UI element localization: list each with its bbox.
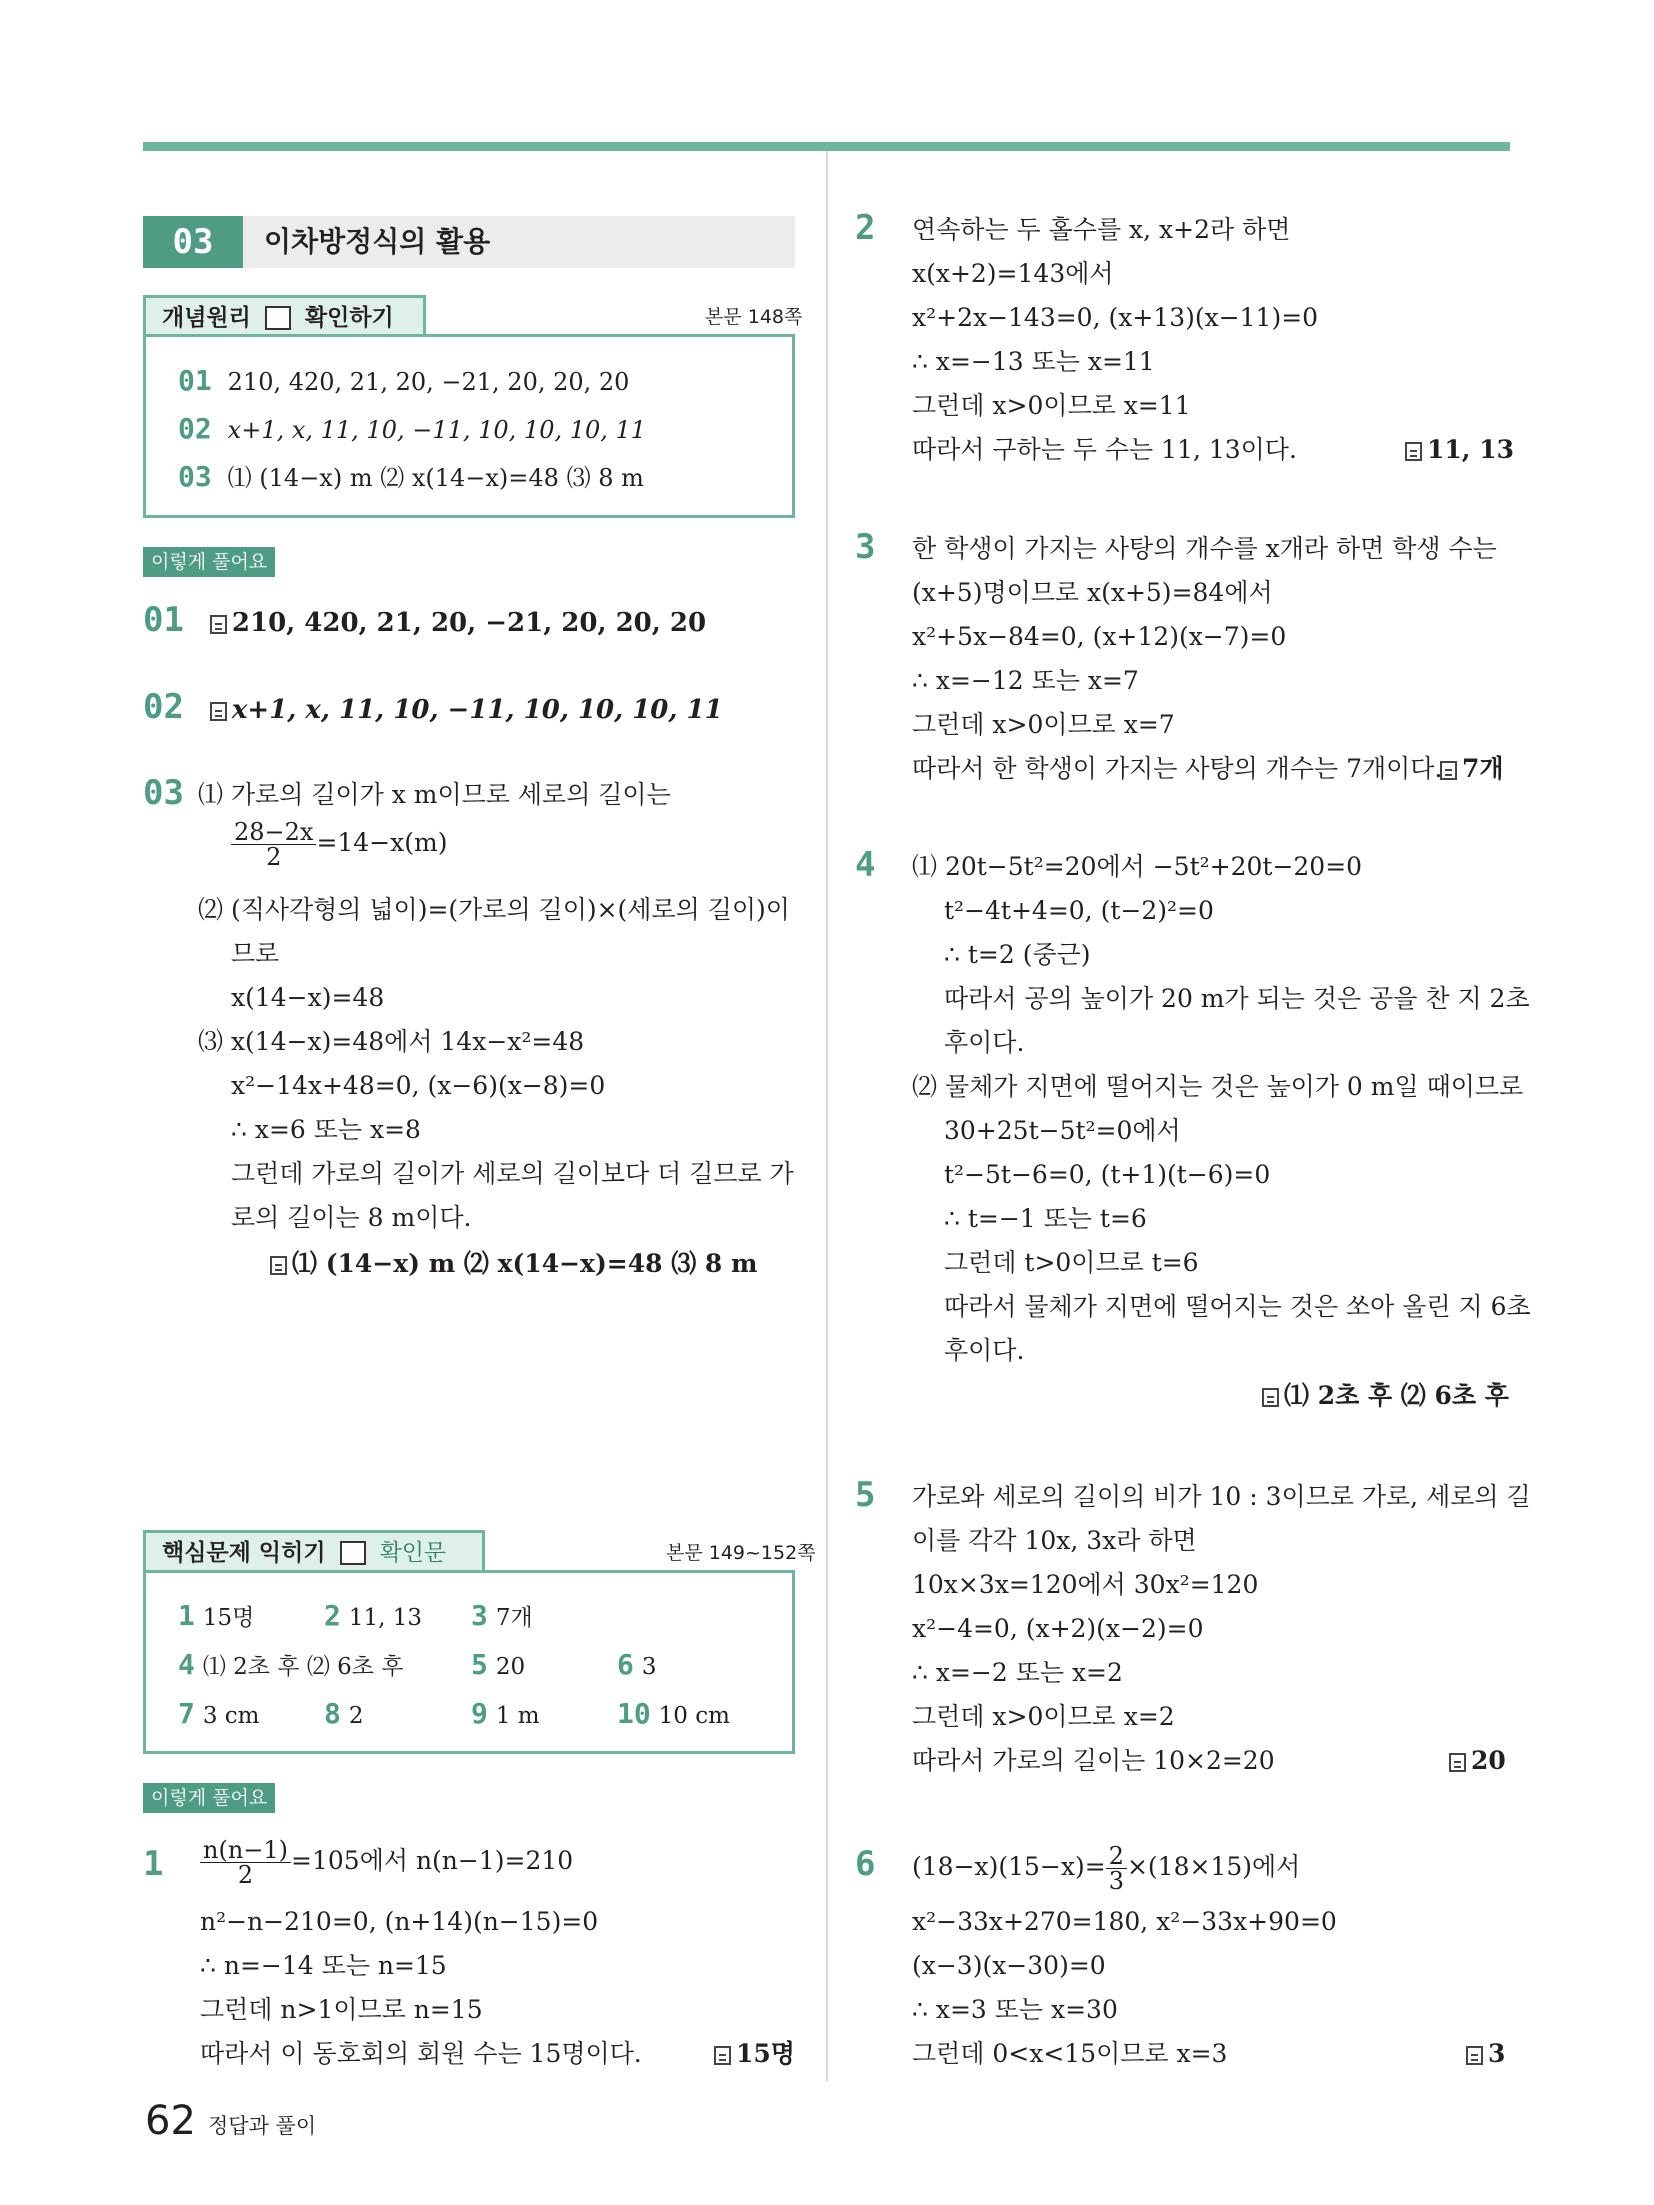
solution-number: 2: [855, 208, 876, 248]
s2-line: x(x+2)=143에서: [912, 259, 1114, 288]
core-item-text: 1 m: [495, 1703, 540, 1729]
s6-fraction-line: [912, 1844, 1300, 1893]
core-item-5: [471, 1648, 525, 1684]
core-item-text: ⑴ 2초 후 ⑵ 6초 후: [202, 1654, 404, 1680]
core-item-number: 9: [471, 1697, 488, 1730]
s1-line: 따라서 이 동호회의 회원 수는 15명이다.: [200, 2039, 642, 2068]
s1-eq-tail: =105에서 n(n−1)=210: [291, 1846, 574, 1875]
fraction-denominator: 2: [266, 843, 282, 871]
answer-icon: [1405, 442, 1422, 461]
concept-line-number: 03: [178, 460, 212, 493]
s03-line: x(14−x)=48: [231, 983, 385, 1012]
s03-line: ∴ x=6 또는 x=8: [231, 1115, 421, 1144]
s5-line: 10x×3x=120에서 30x²=120: [912, 1570, 1259, 1599]
s03-line: ⑴ 가로의 길이가 x m이므로 세로의 길이는: [198, 780, 671, 809]
solve-label: 이렇게 풀어요: [143, 547, 275, 577]
core-item-number: 4: [178, 1648, 195, 1681]
s4-answer: [1262, 1379, 1509, 1413]
s6-number-row: [855, 1844, 876, 1884]
solve-label-2: 이렇게 풀어요: [143, 1783, 275, 1813]
core-item-number: 6: [617, 1648, 634, 1681]
core-item-9: [471, 1697, 540, 1733]
solution-03-number-row: [143, 773, 184, 813]
core-item-number: 2: [324, 1599, 341, 1632]
core-item-4: [178, 1648, 404, 1684]
core-item-text: 3: [641, 1654, 657, 1680]
fraction-denominator: 3: [1108, 1867, 1124, 1895]
fraction-denominator: 2: [237, 1861, 254, 1889]
s4-line: t²−5t−6=0, (t+1)(t−6)=0: [944, 1160, 1271, 1189]
answer-icon: [1440, 761, 1457, 780]
s1-answer: [714, 2037, 795, 2071]
core-item-number: 8: [324, 1697, 341, 1730]
s03-fraction-line: [231, 820, 447, 869]
core-item-8: [324, 1697, 363, 1733]
s3-line: 한 학생이 가지는 사탕의 개수를 x개라 하면 학생 수는: [912, 534, 1497, 563]
concept-tab-label: 개념원리: [162, 305, 251, 331]
s2-line: 연속하는 두 홀수를 x, x+2라 하면: [912, 215, 1291, 244]
s6-eq-head: (18−x)(15−x)=: [912, 1852, 1106, 1881]
s6-line: 그런데 0<x<15이므로 x=3: [912, 2039, 1228, 2068]
core-item-10: [617, 1697, 730, 1733]
solution-number: 03: [143, 773, 184, 813]
s1-line: ∴ n=−14 또는 n=15: [200, 1951, 447, 1980]
answer-icon: [1449, 1753, 1466, 1772]
s03-line: x²−14x+48=0, (x−6)(x−8)=0: [231, 1071, 606, 1100]
solution-number: 3: [855, 527, 876, 567]
core-item-number: 3: [471, 1599, 488, 1632]
s4-line: 따라서 물체가 지면에 떨어지는 것은 쏘아 올린 지 6초: [944, 1292, 1531, 1321]
answer-text: 7개: [1462, 754, 1504, 783]
core-item-number: 10: [617, 1697, 651, 1730]
page-number: 62: [145, 2098, 196, 2144]
s3-line: (x+5)명이므로 x(x+5)=84에서: [912, 578, 1273, 607]
s5-line: 가로와 세로의 길이의 비가 10 : 3이므로 가로, 세로의 길: [912, 1482, 1531, 1511]
core-item-6: [617, 1648, 656, 1684]
s03-line: 므로: [231, 939, 280, 968]
core-item-text: 7개: [495, 1605, 533, 1631]
s4-line: 그런데 t>0이므로 t=6: [944, 1248, 1199, 1277]
section-title: 이차방정식의 활용: [264, 225, 491, 258]
s6-eq-tail: ×(18×15)에서: [1126, 1852, 1301, 1881]
concept-tab-label2: 확인하기: [304, 305, 394, 331]
fraction: [231, 820, 316, 869]
concept-line-03: [178, 460, 644, 495]
s4-line: 따라서 공의 높이가 20 m가 되는 것은 공을 찬 지 2초: [944, 984, 1530, 1013]
core-item-text: 2: [348, 1703, 364, 1729]
core-item-3: [471, 1599, 533, 1635]
s5-line: x²−4=0, (x+2)(x−2)=0: [912, 1614, 1204, 1643]
s6-line: x²−33x+270=180, x²−33x+90=0: [912, 1907, 1337, 1936]
answer-text: ⑴ 2초 후 ⑵ 6초 후: [1284, 1381, 1509, 1410]
page-footer-label: 정답과 풀이: [208, 2114, 317, 2138]
fraction: [1106, 1844, 1127, 1893]
s3-line: 따라서 한 학생이 가지는 사탕의 개수는 7개이다.: [912, 754, 1443, 783]
concept-line-01: [178, 364, 629, 399]
core-item-text: 15명: [202, 1605, 255, 1631]
core-item-number: 5: [471, 1648, 488, 1681]
solution-number: 5: [855, 1475, 876, 1515]
solution-number: 1: [143, 1844, 164, 1884]
answer-icon: [1466, 2046, 1483, 2065]
s4-line: ∴ t=2 (중근): [944, 940, 1091, 969]
s4-line: 후이다.: [944, 1336, 1025, 1365]
answer-text: x+1, x, 11, 10, −11, 10, 10, 10, 11: [231, 695, 723, 725]
s3-number-row: [855, 527, 876, 567]
answer-icon: [714, 2046, 731, 2065]
s2-line: x²+2x−143=0, (x+13)(x−11)=0: [912, 303, 1319, 332]
fraction: [200, 1838, 291, 1887]
solution-number: 01: [143, 600, 184, 640]
core-item-number: 1: [178, 1599, 195, 1632]
core-tab-label2: 확인문: [379, 1540, 447, 1566]
fraction-numerator: n(n−1): [200, 1838, 291, 1863]
concept-line-text: ⑴ (14−x) m ⑵ x(14−x)=48 ⑶ 8 m: [227, 464, 644, 492]
s5-line: 이를 각각 10x, 3x라 하면: [912, 1526, 1197, 1555]
answer-text: 20: [1471, 1746, 1506, 1775]
core-tab-label: 핵심문제 익히기: [162, 1540, 326, 1566]
answer-text: 11, 13: [1427, 435, 1514, 464]
s4-line: ⑵ 물체가 지면에 떨어지는 것은 높이가 0 m일 때이므로: [912, 1072, 1524, 1101]
column-divider: [826, 151, 828, 2081]
concept-line-text: x+1, x, 11, 10, −11, 10, 10, 10, 11: [227, 416, 647, 444]
answer-icon: [210, 615, 227, 634]
answer-text: 15명: [736, 2039, 795, 2068]
s2-line: 그런데 x>0이므로 x=11: [912, 391, 1191, 420]
core-item-text: 11, 13: [348, 1605, 422, 1631]
section-number: 03: [143, 216, 243, 268]
fraction-numerator: 28−2x: [231, 820, 316, 845]
s03-line: ⑶ x(14−x)=48에서 14x−x²=48: [198, 1027, 585, 1056]
s6-answer: [1466, 2037, 1505, 2071]
s5-line: ∴ x=−2 또는 x=2: [912, 1658, 1123, 1687]
solution-number: 4: [855, 845, 876, 885]
s4-line: ⑴ 20t−5t²=20에서 −5t²+20t−20=0: [912, 852, 1363, 881]
s4-line: ∴ t=−1 또는 t=6: [944, 1204, 1147, 1233]
s1-line: 그런데 n>1이므로 n=15: [200, 1995, 483, 2024]
s2-answer: [1405, 433, 1514, 467]
solution-01: [143, 600, 707, 640]
s03-line: 그런데 가로의 길이가 세로의 길이보다 더 길므로 가: [231, 1159, 794, 1188]
s5-line: 그런데 x>0이므로 x=2: [912, 1702, 1175, 1731]
s3-line: 그런데 x>0이므로 x=7: [912, 710, 1175, 739]
s1-fraction-line: [200, 1838, 573, 1887]
s1-number-row: [143, 1844, 164, 1884]
core-tab: [143, 1530, 485, 1570]
s1-line: n²−n−210=0, (n+14)(n−15)=0: [200, 1907, 599, 1936]
s3-line: ∴ x=−12 또는 x=7: [912, 666, 1139, 695]
s2-number-row: [855, 208, 876, 248]
s03-line: ⑵ (직사각형의 넓이)=(가로의 길이)×(세로의 길이)이: [198, 895, 790, 924]
s4-line: 후이다.: [944, 1028, 1025, 1057]
answer-text: 210, 420, 21, 20, −21, 20, 20, 20: [231, 608, 707, 638]
concept-line-number: 01: [178, 364, 212, 397]
solution-number: 6: [855, 1844, 876, 1884]
answer-icon: [1262, 1388, 1279, 1407]
concept-line-number: 02: [178, 412, 212, 445]
concept-line-text: 210, 420, 21, 20, −21, 20, 20, 20: [227, 368, 630, 396]
s4-line: t²−4t+4=0, (t−2)²=0: [944, 896, 1214, 925]
core-page-ref: 본문 149~152쪽: [666, 1542, 816, 1564]
s4-number-row: [855, 845, 876, 885]
s3-answer: [1440, 752, 1504, 786]
core-item-number: 7: [178, 1697, 195, 1730]
core-item-text: 3 cm: [202, 1703, 260, 1729]
concept-line-02: [178, 412, 646, 447]
checklist-icon: [265, 306, 291, 330]
core-item-2: [324, 1599, 422, 1635]
core-item-7: [178, 1697, 259, 1733]
s03-eq-tail: =14−x(m): [316, 828, 448, 857]
answer-icon: [210, 702, 227, 721]
top-accent-bar: [143, 142, 1510, 151]
solution-02: [143, 687, 723, 727]
core-item-text: 10 cm: [658, 1703, 730, 1729]
answer-text: 3: [1488, 2039, 1506, 2068]
s6-line: ∴ x=3 또는 x=30: [912, 1995, 1118, 2024]
s5-answer: [1449, 1744, 1506, 1778]
s3-line: x²+5x−84=0, (x+12)(x−7)=0: [912, 622, 1287, 651]
concept-tab: [143, 295, 426, 335]
answer-text: ⑴ (14−x) m ⑵ x(14−x)=48 ⑶ 8 m: [292, 1249, 758, 1278]
solution-number: 02: [143, 687, 184, 727]
s03-answer: [270, 1247, 757, 1281]
s2-line: 따라서 구하는 두 수는 11, 13이다.: [912, 435, 1297, 464]
s5-number-row: [855, 1475, 876, 1515]
concept-page-ref: 본문 148쪽: [705, 306, 803, 328]
s4-line: 30+25t−5t²=0에서: [944, 1116, 1181, 1145]
s2-line: ∴ x=−13 또는 x=11: [912, 347, 1155, 376]
core-item-text: 20: [495, 1654, 526, 1680]
s03-line: 로의 길이는 8 m이다.: [231, 1203, 472, 1232]
s5-line: 따라서 가로의 길이는 10×2=20: [912, 1746, 1275, 1775]
fraction-numerator: 2: [1106, 1844, 1127, 1869]
s6-line: (x−3)(x−30)=0: [912, 1951, 1106, 1980]
core-item-1: [178, 1599, 254, 1635]
key-icon: [340, 1541, 366, 1565]
answer-icon: [270, 1256, 287, 1275]
